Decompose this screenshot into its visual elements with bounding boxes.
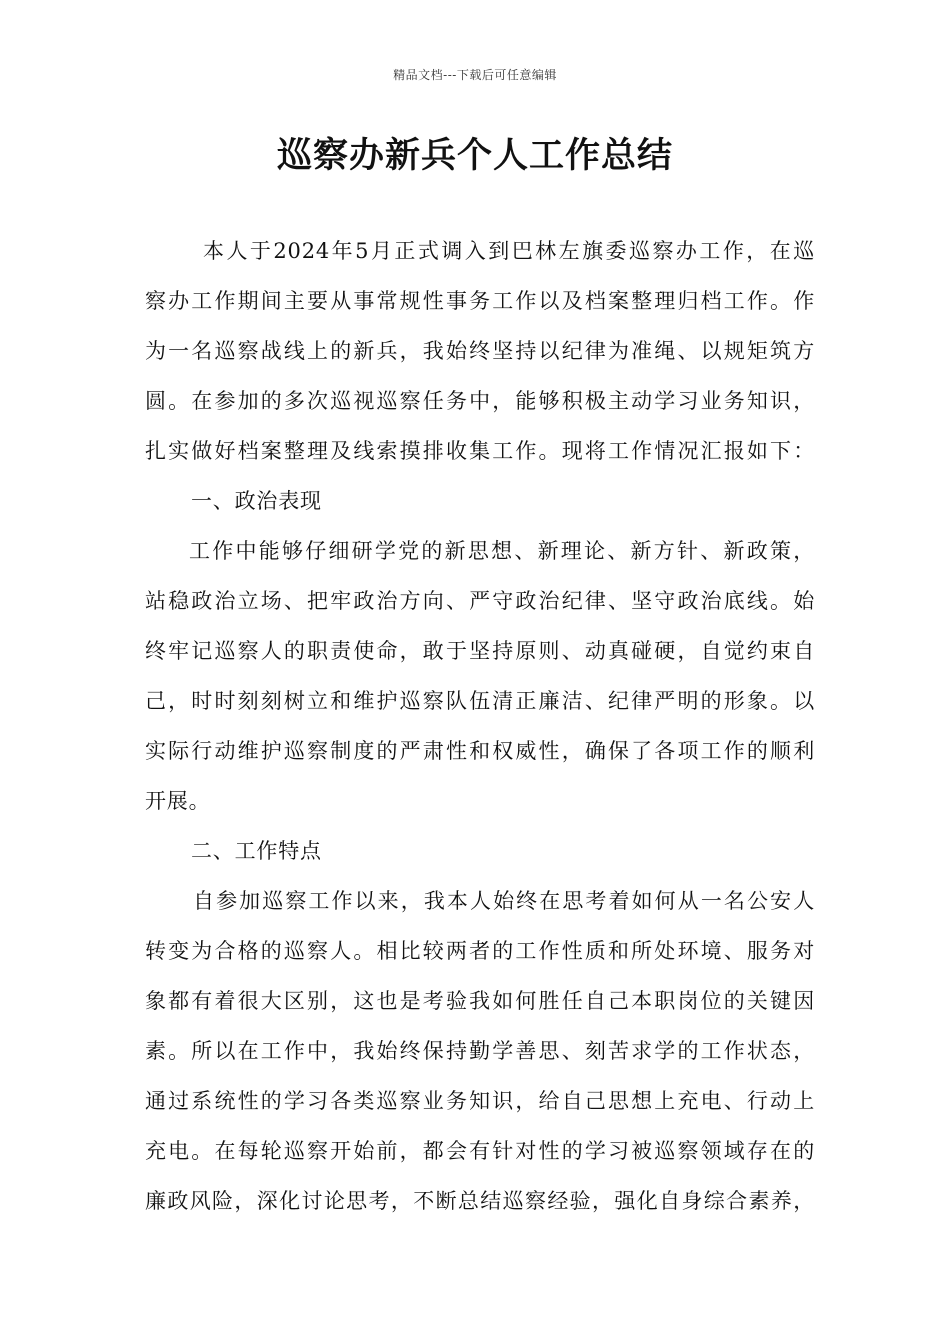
paragraph-line: 圆。在参加的多次巡视巡察任务中，能够积极主动学习业务知识， (145, 389, 815, 413)
paragraph-line: 实际行动维护巡察制度的严肃性和权威性，确保了各项工作的顺利 (145, 739, 815, 763)
section-heading-work-features: 二、工作特点 (191, 839, 322, 863)
paragraph-line: 站稳政治立场、把牢政治方向、严守政治纪律、坚守政治底线。始 (145, 589, 815, 613)
paragraph-line: 察办工作期间主要从事常规性事务工作以及档案整理归档工作。作 (145, 289, 815, 313)
paragraph-line: 己，时时刻刻树立和维护巡察队伍清正廉洁、纪律严明的形象。以 (145, 689, 815, 713)
paragraph-line: 开展。 (145, 789, 211, 813)
document-body (145, 232, 815, 1232)
paragraph-line: 终牢记巡察人的职责使命，敢于坚持原则、动真碰硬，自觉约束自 (145, 639, 815, 663)
paragraph-line: 自参加巡察工作以来，我本人始终在思考着如何从一名公安人 (193, 889, 815, 913)
paragraph-line: 廉政风险，深化讨论思考，不断总结巡察经验，强化自身综合素养， (145, 1189, 815, 1213)
document-title: 巡察办新兵个人工作总结 (276, 135, 673, 176)
paragraph-line: 象都有着很大区别，这也是考验我如何胜任自己本职岗位的关键因 (145, 989, 815, 1013)
paragraph-line: 通过系统性的学习各类巡察业务知识，给自己思想上充电、行动上 (145, 1089, 815, 1113)
paragraph-line: 充电。在每轮巡察开始前，都会有针对性的学习被巡察领域存在的 (145, 1139, 815, 1163)
paragraph-line: 为一名巡察战线上的新兵，我始终坚持以纪律为准绳、以规矩筑方 (145, 339, 815, 363)
paragraph-line: 工作中能够仔细研学党的新思想、新理论、新方针、新政策， (189, 539, 815, 563)
section-heading-political: 一、政治表现 (191, 489, 322, 513)
paragraph-line: 转变为合格的巡察人。相比较两者的工作性质和所处环境、服务对 (145, 939, 815, 963)
paragraph-line: 素。所以在工作中，我始终保持勤学善思、刻苦求学的工作状态， (145, 1039, 815, 1063)
paragraph-line: 本人于2024年5月正式调入到巴林左旗委巡察办工作，在巡 (203, 239, 815, 263)
header-note: 精品文档---下载后可任意编辑 (393, 68, 557, 82)
paragraph-line: 扎实做好档案整理及线索摸排收集工作。现将工作情况汇报如下： (145, 439, 815, 463)
